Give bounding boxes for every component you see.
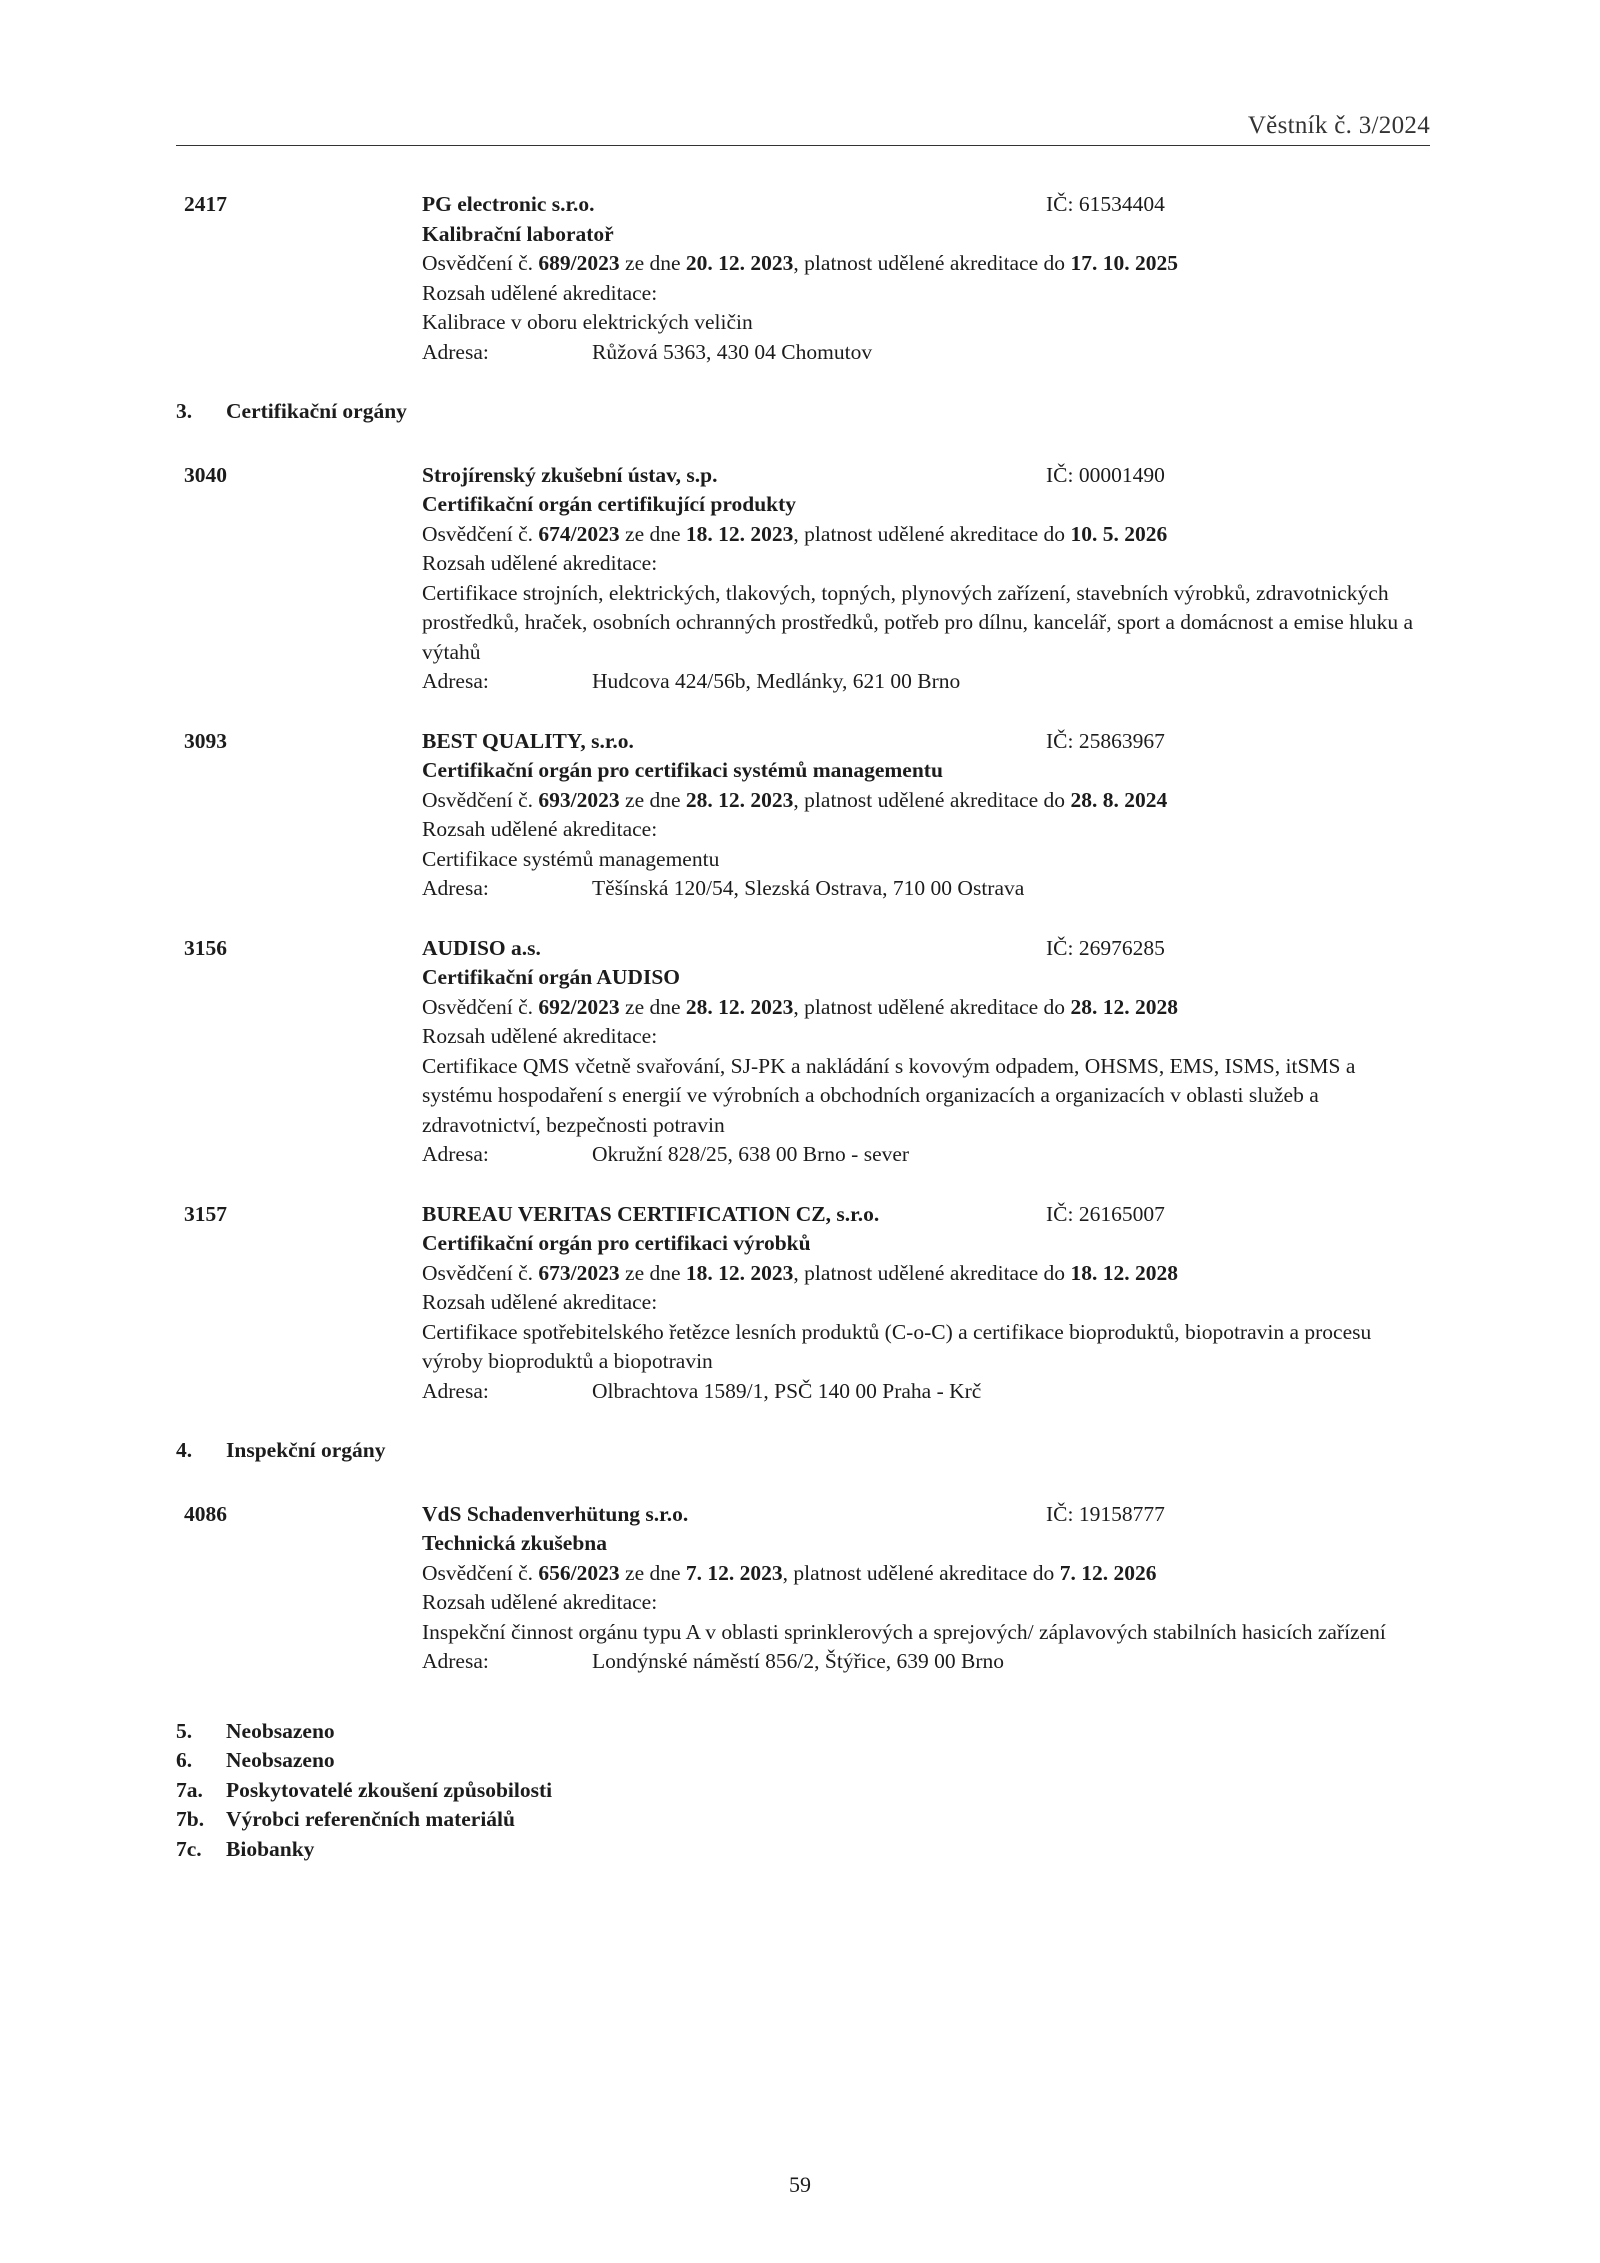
section-heading	[176, 397, 1430, 427]
certificate-prefix: Osvědčení č.	[422, 994, 539, 1019]
validity-date: 28. 12. 2028	[1070, 994, 1178, 1019]
accreditation-entry	[176, 934, 1430, 1170]
footer-section-item	[176, 1776, 1430, 1806]
validity-prefix: , platnost udělené akreditace do	[793, 521, 1071, 546]
footer-section-number: 5.	[176, 1718, 193, 1743]
organization-name: BEST QUALITY, s.r.o.	[422, 728, 634, 753]
footer-section-item	[176, 1717, 1430, 1747]
address-value: Olbrachtova 1589/1, PSČ 140 00 Praha - Krč	[592, 1378, 982, 1403]
document-content	[176, 190, 1430, 1864]
certificate-date: 18. 12. 2023	[685, 521, 794, 546]
validity-prefix: , platnost udělené akreditace do	[793, 251, 1071, 275]
address-label: Adresa:	[422, 876, 489, 900]
address-value: Růžová 5363, 430 04 Chomutov	[592, 339, 873, 364]
scope-text: Certifikace strojních, elektrických, tlakových, topných, plynových zařízení, stavebních výrobků, zdravotnických prostředků, hraček, osobních ochranných prostředků, potřeb pro dílnu, kancelář, sport a domácnost a emise hluku a výtahů	[422, 580, 1414, 664]
organization-type: Technická zkušebna	[422, 1531, 607, 1555]
organization-type: Certifikační orgán AUDISO	[422, 965, 680, 989]
page-header-title: Věstník č. 3/2024	[1247, 112, 1430, 139]
footer-section-item	[176, 1746, 1430, 1776]
footer-section-title: Neobsazeno	[226, 1718, 335, 1743]
organization-id: IČ: 26165007	[1046, 1201, 1165, 1226]
organization-name: BUREAU VERITAS CERTIFICATION CZ, s.r.o.	[422, 1201, 880, 1226]
entry-number: 3040	[184, 462, 227, 487]
certificate-date-prefix: ze dne	[619, 994, 686, 1019]
entry-body	[422, 1200, 1430, 1407]
validity-date: 10. 5. 2026	[1070, 521, 1168, 546]
address-value: Těšínská 120/54, Slezská Ostrava, 710 00 Ostrava	[592, 876, 1025, 900]
certificate-prefix: Osvědčení č.	[422, 1560, 539, 1585]
footer-section-item	[176, 1835, 1430, 1865]
accreditation-entry	[176, 461, 1430, 697]
organization-type: Certifikační orgán pro certifikaci výrobků	[422, 1231, 811, 1255]
certificate-date-prefix: ze dne	[619, 521, 686, 546]
footer-section-number: 7a.	[176, 1777, 203, 1802]
organization-type: Certifikační orgán certifikující produkty	[422, 492, 797, 516]
entry-number: 4086	[184, 1501, 227, 1526]
entry-head-row	[422, 934, 1430, 964]
address-row	[422, 874, 1430, 904]
entry-body	[422, 190, 1430, 367]
address-row	[422, 1647, 1430, 1677]
section-title: Inspekční orgány	[226, 1438, 386, 1462]
certificate-prefix: Osvědčení č.	[422, 521, 539, 546]
certificate-number: 674/2023	[538, 521, 620, 546]
validity-prefix: , platnost udělené akreditace do	[793, 1260, 1071, 1285]
scope-label: Rozsah udělené akreditace:	[422, 1590, 658, 1614]
scope-label: Rozsah udělené akreditace:	[422, 817, 658, 841]
entry-number: 3156	[184, 935, 227, 960]
scope-text: Kalibrace v oboru elektrických veličin	[422, 310, 753, 334]
scope-label: Rozsah udělené akreditace:	[422, 1024, 658, 1048]
address-row	[422, 667, 1430, 697]
organization-type: Certifikační orgán pro certifikaci systémů managementu	[422, 758, 943, 782]
certificate-date-prefix: ze dne	[619, 1560, 686, 1585]
certificate-prefix: Osvědčení č.	[422, 1260, 539, 1285]
scope-text: Certifikace QMS včetně svařování, SJ-PK a nakládání s kovovým odpadem, OHSMS, EMS, ISMS, itSMS a systému hospodaření s energií ve výrobních a obchodních organizacích a organizacích v oblasti služeb a zdravotnictví, bezpečnosti potravin	[422, 1053, 1356, 1137]
entry-number: 3093	[184, 728, 227, 753]
certificate-number: 692/2023	[538, 994, 620, 1019]
certificate-number: 656/2023	[538, 1560, 620, 1585]
certificate-date-prefix: ze dne	[619, 1260, 686, 1285]
entry-body	[422, 461, 1430, 697]
certificate-date: 28. 12. 2023	[685, 787, 794, 812]
validity-prefix: , platnost udělené akreditace do	[793, 994, 1071, 1019]
address-label: Adresa:	[422, 1649, 489, 1673]
address-row	[422, 1140, 1430, 1170]
certificate-line	[422, 786, 1430, 816]
validity-date: 17. 10. 2025	[1070, 251, 1178, 275]
certificate-line	[422, 1259, 1430, 1289]
validity-date: 7. 12. 2026	[1059, 1560, 1157, 1585]
address-label: Adresa:	[422, 339, 489, 364]
validity-date: 28. 8. 2024	[1070, 787, 1168, 812]
certificate-date-prefix: ze dne	[619, 251, 686, 275]
validity-date: 18. 12. 2028	[1070, 1260, 1178, 1285]
address-label: Adresa:	[422, 1142, 489, 1166]
accreditation-entry	[176, 1500, 1430, 1677]
address-label: Adresa:	[422, 669, 489, 693]
certificate-date: 18. 12. 2023	[685, 1260, 794, 1285]
footer-section-item	[176, 1805, 1430, 1835]
scope-text: Inspekční činnost orgánu typu A v oblasti sprinklerových a sprejových/ záplavových stabilních hasicích zařízení	[422, 1619, 1386, 1644]
entry-head-row	[422, 1200, 1430, 1230]
entry-number: 2417	[184, 192, 227, 216]
organization-id: IČ: 00001490	[1046, 462, 1165, 487]
entry-body	[422, 727, 1430, 904]
accreditation-entry	[176, 727, 1430, 904]
organization-id: IČ: 26976285	[1046, 935, 1165, 960]
entry-number: 3157	[184, 1201, 227, 1226]
section-number: 4.	[176, 1438, 193, 1462]
footer-section-number: 7c.	[176, 1836, 202, 1861]
scope-label: Rozsah udělené akreditace:	[422, 1290, 658, 1314]
certificate-number: 673/2023	[538, 1260, 620, 1285]
address-label: Adresa:	[422, 1378, 489, 1403]
organization-name: AUDISO a.s.	[422, 935, 541, 960]
certificate-line	[422, 993, 1430, 1023]
organization-id: IČ: 61534404	[1046, 192, 1165, 216]
certificate-date: 7. 12. 2023	[685, 1560, 783, 1585]
scope-text: Certifikace spotřebitelského řetězce lesních produktů (C-o-C) a certifikace bioproduktů, biopotravin a procesu výroby bioproduktů a biopotravin	[422, 1319, 1372, 1373]
footer-section-title: Biobanky	[226, 1836, 315, 1861]
certificate-line	[422, 1559, 1430, 1589]
footer-section-number: 6.	[176, 1748, 193, 1772]
certificate-prefix: Osvědčení č.	[422, 787, 539, 812]
entry-head-row	[422, 727, 1430, 757]
certificate-line	[422, 520, 1430, 550]
address-row	[422, 338, 1430, 368]
organization-id: IČ: 19158777	[1046, 1501, 1165, 1526]
header-divider	[176, 145, 1430, 146]
organization-name: Strojírenský zkušební ústav, s.p.	[422, 462, 718, 487]
accreditation-entry	[176, 190, 1430, 367]
certificate-number: 693/2023	[538, 787, 620, 812]
entry-body	[422, 934, 1430, 1170]
organization-name: PG electronic s.r.o.	[422, 192, 595, 216]
certificate-prefix: Osvědčení č.	[422, 251, 539, 275]
entry-head-row	[422, 190, 1430, 220]
footer-section-number: 7b.	[176, 1807, 205, 1831]
footer-section-title: Poskytovatelé zkoušení způsobilosti	[226, 1777, 553, 1802]
certificate-date: 28. 12. 2023	[685, 994, 794, 1019]
address-row	[422, 1377, 1430, 1407]
scope-label: Rozsah udělené akreditace:	[422, 280, 658, 305]
address-value: Okružní 828/25, 638 00 Brno - sever	[592, 1142, 910, 1166]
section-heading	[176, 1436, 1430, 1466]
scope-label: Rozsah udělené akreditace:	[422, 551, 658, 575]
certificate-number: 689/2023	[538, 251, 620, 275]
certificate-line	[422, 249, 1430, 279]
entry-head-row	[422, 461, 1430, 491]
organization-name: VdS Schadenverhütung s.r.o.	[422, 1501, 689, 1526]
entry-body	[422, 1500, 1430, 1677]
footer-section-title: Neobsazeno	[226, 1748, 335, 1772]
address-value: Londýnské náměstí 856/2, Štýřice, 639 00 Brno	[592, 1649, 1005, 1673]
footer-section-title: Výrobci referenčních materiálů	[226, 1807, 515, 1831]
organization-type: Kalibrační laboratoř	[422, 221, 614, 246]
validity-prefix: , platnost udělené akreditace do	[782, 1560, 1060, 1585]
scope-text: Certifikace systémů managementu	[422, 846, 720, 871]
organization-id: IČ: 25863967	[1046, 728, 1165, 753]
certificate-date-prefix: ze dne	[619, 787, 686, 812]
section-title: Certifikační orgány	[226, 399, 407, 423]
address-value: Hudcova 424/56b, Medlánky, 621 00 Brno	[592, 669, 961, 693]
page-number: 59	[789, 2172, 811, 2197]
section-number: 3.	[176, 399, 193, 423]
entry-head-row	[422, 1500, 1430, 1530]
certificate-date: 20. 12. 2023	[685, 251, 794, 275]
footer-section-list	[176, 1717, 1430, 1865]
accreditation-entry	[176, 1200, 1430, 1407]
validity-prefix: , platnost udělené akreditace do	[793, 787, 1071, 812]
